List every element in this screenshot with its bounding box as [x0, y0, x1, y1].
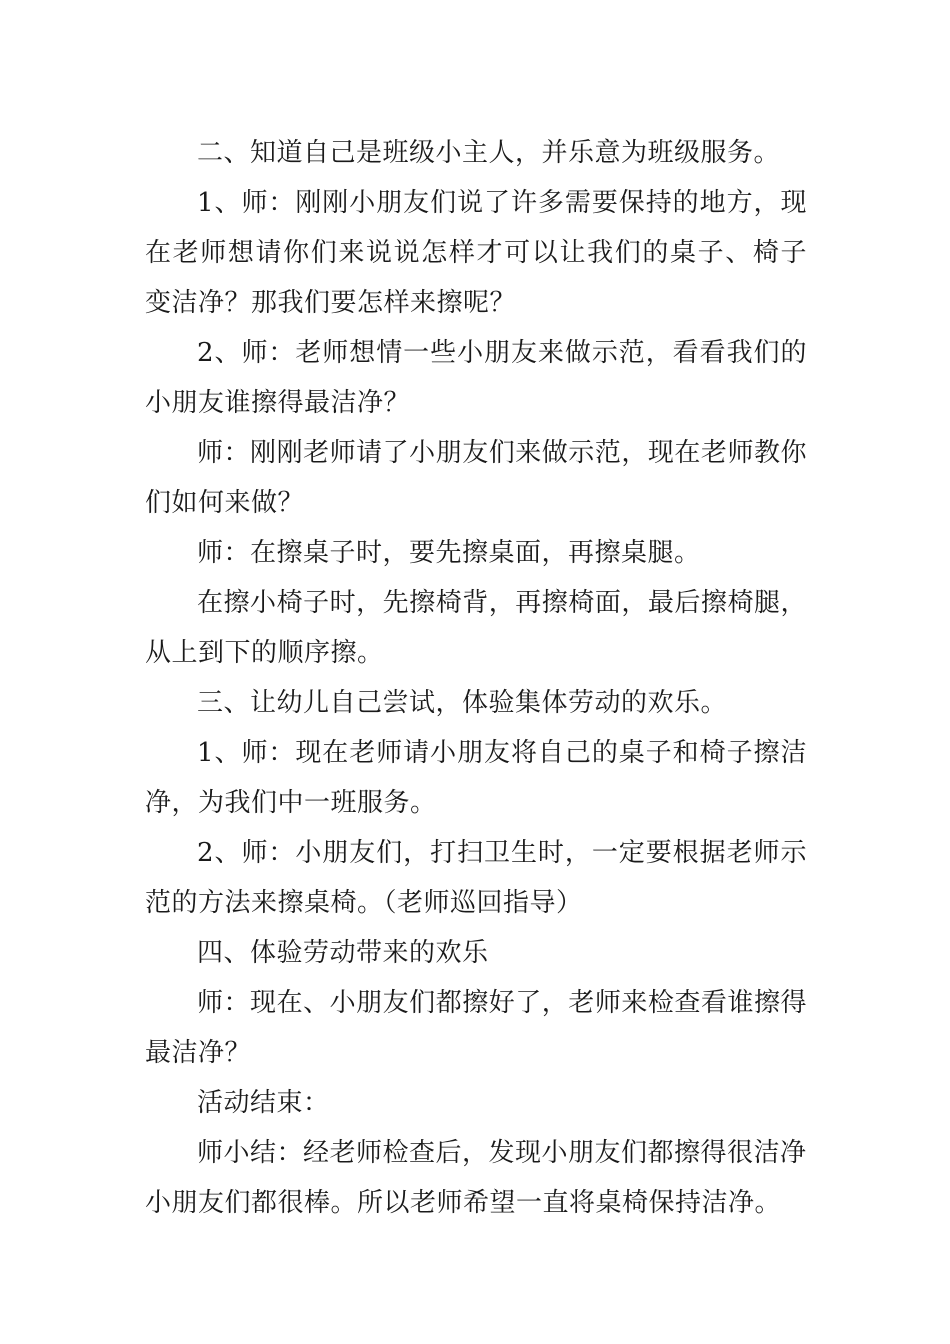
paragraph-3-2: 2、师：小朋友们，打扫卫生时，一定要根据老师示范的方法来擦桌椅。（老师巡回指导） — [145, 838, 807, 918]
paragraph-summary-continued: 小朋友们都很棒。所以老师希望一直将桌椅保持洁净。 — [145, 1188, 782, 1218]
paragraph-2-1: 1、师：刚刚小朋友们说了许多需要保持的地方，现在老师想请你们来说说怎样才可以让我们的桌子、椅子变洁净？那我们要怎样来擦呢？ — [145, 188, 807, 318]
paragraph-section-4-heading: 四、体验劳动带来的欢乐 — [197, 938, 489, 968]
paragraph-teacher-table: 师：在擦桌子时，要先擦桌面，再擦桌腿。 — [197, 538, 701, 568]
paragraph-3-1: 1、师：现在老师请小朋友将自己的桌子和椅子擦洁净，为我们中一班服务。 — [145, 738, 807, 818]
paragraph-section-3-heading: 三、让幼儿自己尝试，体验集体劳动的欢乐。 — [197, 688, 728, 718]
paragraph-teacher-check: 师：现在、小朋友们都擦好了，老师来检查看谁擦得最洁净？ — [145, 988, 807, 1068]
paragraph-summary: 师小结：经老师检查后，发现小朋友们都擦得很洁净 — [197, 1138, 807, 1168]
paragraph-teacher-demo: 师：刚刚老师请了小朋友们来做示范，现在老师教你们如何来做？ — [145, 438, 807, 518]
paragraph-section-2-heading: 二、知道自己是班级小主人，并乐意为班级服务。 — [197, 138, 781, 168]
paragraph-activity-end: 活动结束： — [197, 1088, 330, 1118]
document-body — [145, 128, 807, 1228]
paragraph-chair: 在擦小椅子时，先擦椅背，再擦椅面，最后擦椅腿，从上到下的顺序擦。 — [145, 588, 807, 668]
paragraph-2-2: 2、师：老师想情一些小朋友来做示范，看看我们的小朋友谁擦得最洁净？ — [145, 338, 807, 418]
